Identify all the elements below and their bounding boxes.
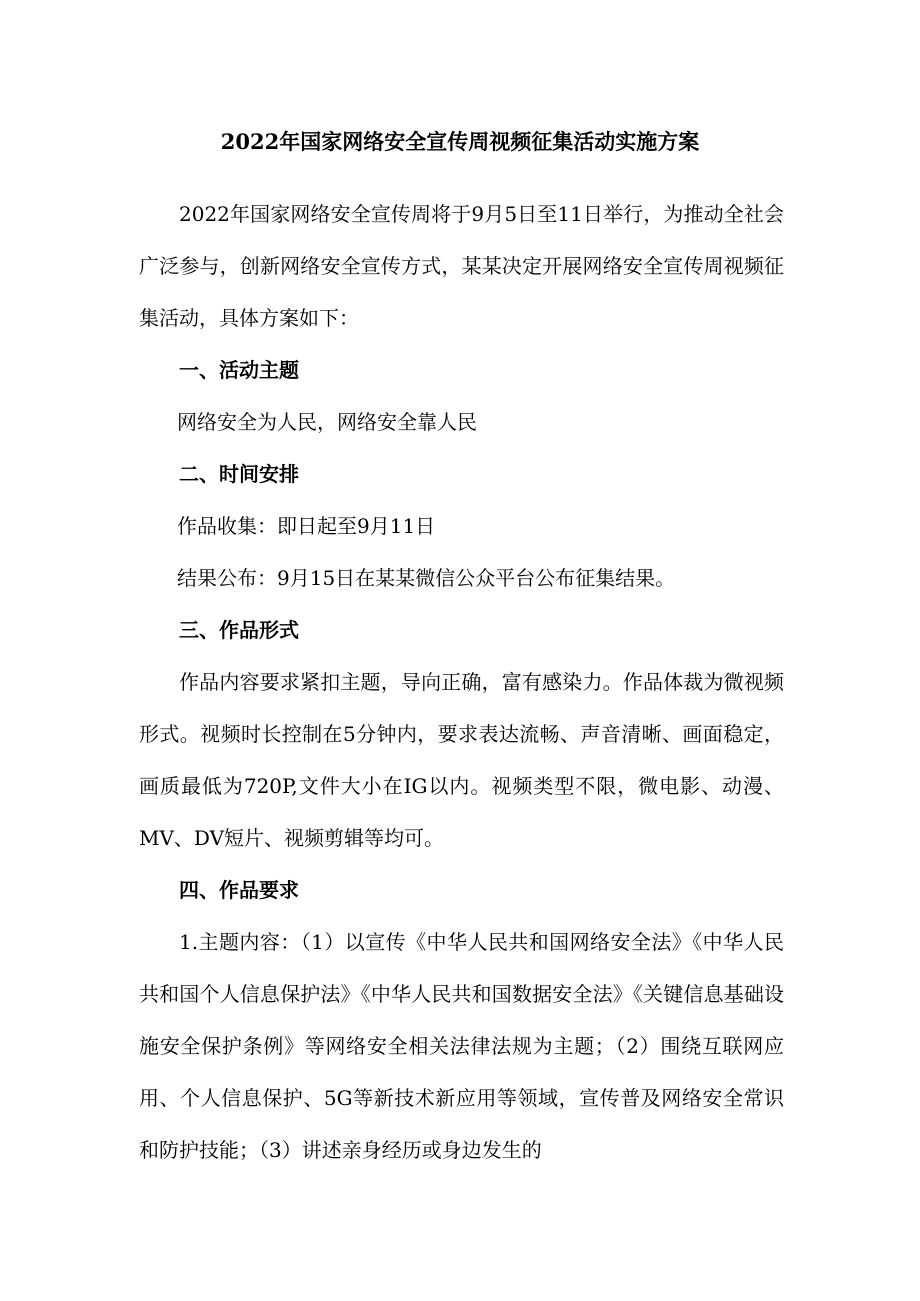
section-4 bbox=[139, 864, 784, 1176]
section-heading: 二、时间安排 bbox=[179, 462, 299, 486]
intro-text: 2022年国家网络安全宣传周将于9月5日至11日举行，为推动全社会广泛参与，创新网络安全宣传方式，某某决定开展网络安全宣传周视频征集活动，具体方案如下： bbox=[139, 202, 784, 330]
section-line: 结果公布：9月15日在某某微信公众平台公布征集结果。 bbox=[177, 566, 676, 590]
section-line: 作品收集：即日起至9月11日 bbox=[177, 514, 436, 538]
section-line: 网络安全为人民，网络安全靠人民 bbox=[177, 410, 477, 434]
section-paragraph: 1.主题内容：（1）以宣传《中华人民共和国网络安全法》《中华人民共和国个人信息保护法》《中华人民共和国数据安全法》《关键信息基础设施安全保护条例》等网络安全相关法律法规为主题；（2）围绕互联网应用、个人信息保护、5G等新技术新应用等领域，宣传普及网络安全常识和防护技能；（3）讲述亲身经历或身边发生的 bbox=[139, 930, 784, 1162]
section-1 bbox=[139, 344, 784, 448]
intro-paragraph bbox=[139, 188, 784, 344]
section-3 bbox=[139, 604, 784, 864]
document-title: 2022年国家网络安全宣传周视频征集活动实施方案 bbox=[220, 129, 700, 154]
section-heading: 三、作品形式 bbox=[179, 618, 299, 642]
section-heading: 四、作品要求 bbox=[179, 878, 299, 902]
section-2 bbox=[139, 448, 784, 604]
section-paragraph: 作品内容要求紧扣主题，导向正确，富有感染力。作品体裁为微视频形式。视频时长控制在5分钟内，要求表达流畅、声音清晰、画面稳定，画质最低为720P,文件大小在IG以内。视频类型不限，微电影、动漫、MV、DV短片、视频剪辑等均可。 bbox=[139, 670, 784, 850]
section-heading: 一、活动主题 bbox=[179, 358, 299, 382]
